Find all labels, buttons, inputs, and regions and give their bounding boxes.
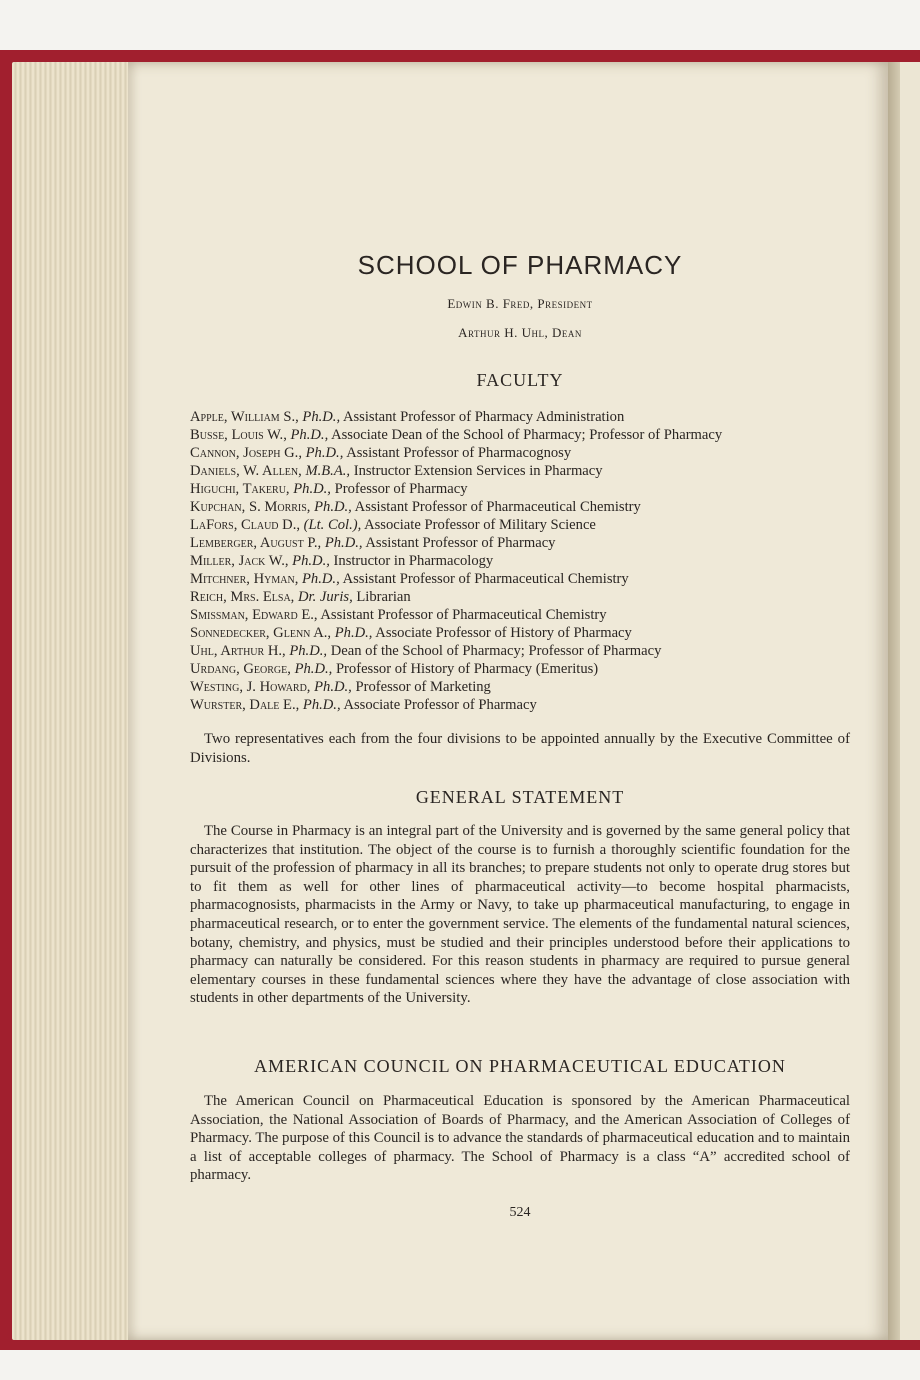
general-statement-text: The Course in Pharmacy is an integral part of the University and is governed by the same general policy that characterizes that institution. The object of the course is to furnish a thoroughly scientific foundation for the pursuit of the profession of pharmacy in all its branches; to prepare students not only to operate drug stores but to fit them as well for other lines of pharmaceutical activity—to become hospital pharmacists, pharmacognosists, pharmacists in the Army or Navy, to take up pharmaceutical manufacturing, to engage in pharmaceutical research, or to enter the government service. The elements of the fundamental natural sciences, botany, chemistry, and physics, must be studied and their principles understood before their applications to pharmacy can naturally be considered. For this reason students in pharmacy are required to pursue general elementary courses in these fundamental sciences where they have the advantage of close association with students in other departments of the University. <box>190 823 850 1007</box>
faculty-member-name: Wurster, Dale E., <box>190 697 300 713</box>
faculty-member-name: Reich, Mrs. Elsa, <box>190 589 295 605</box>
faculty-member <box>190 534 880 552</box>
faculty-heading: FACULTY <box>476 370 564 390</box>
faculty-member <box>190 660 880 678</box>
faculty-member-degree: Ph.D., <box>334 625 373 641</box>
officer-president: Edwin B. Fred, President <box>447 296 593 311</box>
facing-page-edge <box>900 62 920 1340</box>
faculty-member-title: Professor of Marketing <box>355 679 491 695</box>
faculty-member-title: Assistant Professor of Pharmacy <box>365 535 556 551</box>
faculty-member-name: Busse, Louis W., <box>190 427 287 443</box>
faculty-member-title: Associate Dean of the School of Pharmacy; Professor of Pharmacy <box>331 427 723 443</box>
faculty-member-degree: Ph.D., <box>302 697 341 713</box>
faculty-member <box>190 480 880 498</box>
faculty-member-name: Apple, William S., <box>190 409 299 425</box>
faculty-member <box>190 570 880 588</box>
faculty-member-name: Daniels, W. Allen, <box>190 463 302 479</box>
faculty-member-degree: Ph.D., <box>302 409 341 425</box>
faculty-member-title: Dean of the School of Pharmacy; Professor of Pharmacy <box>330 643 662 659</box>
faculty-member-title: Librarian <box>356 589 411 605</box>
officer-dean: Arthur H. Uhl, Dean <box>458 325 582 340</box>
faculty-member-degree: Ph.D., <box>294 661 333 677</box>
faculty-member-name: Miller, Jack W., <box>190 553 289 569</box>
faculty-member-degree: M.B.A., <box>305 463 351 479</box>
faculty-member-name: Uhl, Arthur H., <box>190 643 286 659</box>
faculty-member <box>190 408 880 426</box>
faculty-member <box>190 444 880 462</box>
faculty-member-title: Assistant Professor of Pharmaceutical Chemistry <box>320 607 607 623</box>
faculty-member-degree: Ph.D., <box>314 679 352 695</box>
general-statement-heading: GENERAL STATEMENT <box>415 787 625 807</box>
faculty-member-degree: Ph.D., <box>290 427 329 443</box>
faculty-member <box>190 426 880 444</box>
faculty-member-title: Assistant Professor of Pharmaceutical Chemistry <box>342 571 629 587</box>
page-edges <box>12 62 130 1340</box>
faculty-member <box>190 516 880 534</box>
faculty-member-degree: Ph.D., <box>289 643 328 659</box>
faculty-member-degree: Ph.D., <box>293 481 331 497</box>
faculty-member-title: Associate Professor of Pharmacy <box>343 697 537 713</box>
faculty-member-name: Cannon, Joseph G., <box>190 445 302 461</box>
faculty-member-name: Smissman, Edward E., <box>190 607 318 623</box>
faculty-member-title: Associate Professor of History of Pharmacy <box>375 625 632 641</box>
faculty-member <box>190 624 880 642</box>
page-title: SCHOOL OF PHARMACY <box>357 250 683 280</box>
faculty-member-degree: Ph.D., <box>292 553 330 569</box>
faculty-member-degree: (Lt. Col.), <box>303 517 362 533</box>
faculty-member <box>190 552 880 570</box>
faculty-member-title: Professor of Pharmacy <box>334 481 468 497</box>
faculty-member <box>190 696 880 714</box>
faculty-member-degree: Ph.D., <box>314 499 352 515</box>
faculty-member <box>190 606 880 624</box>
faculty-member-title: Associate Professor of Military Science <box>364 517 596 533</box>
faculty-member-name: Sonnedecker, Glenn A., <box>190 625 332 641</box>
faculty-member-title: Assistant Professor of Pharmaceutical Chemistry <box>354 499 641 515</box>
faculty-member <box>190 498 880 516</box>
faculty-member-title: Assistant Professor of Pharmacy Administration <box>342 409 625 425</box>
council-heading: AMERICAN COUNCIL ON PHARMACEUTICAL EDUCATION <box>254 1056 786 1076</box>
faculty-member-name: LaFors, Claud D., <box>190 517 300 533</box>
faculty-member-title: Instructor Extension Services in Pharmacy <box>353 463 603 479</box>
faculty-member <box>190 462 880 480</box>
faculty-member-name: Mitchner, Hyman, <box>190 571 299 587</box>
faculty-member <box>190 642 880 660</box>
faculty-member <box>190 678 880 696</box>
faculty-note: Two representatives each from the four divisions to be appointed annually by the Executive Committee of Divisions. <box>190 731 850 766</box>
faculty-member-name: Higuchi, Takeru, <box>190 481 290 497</box>
page-number: 524 <box>509 1205 531 1220</box>
faculty-member-title: Assistant Professor of Pharmacognosy <box>346 445 572 461</box>
faculty-member <box>190 588 880 606</box>
faculty-member-title: Professor of History of Pharmacy (Emeritus) <box>335 661 599 677</box>
faculty-member-name: Westing, J. Howard, <box>190 679 311 695</box>
faculty-member-degree: Ph.D., <box>324 535 363 551</box>
faculty-member-name: Lemberger, August P., <box>190 535 322 551</box>
faculty-member-degree: Dr. Juris, <box>297 589 353 605</box>
faculty-member-title: Instructor in Pharmacology <box>333 553 494 569</box>
faculty-member-degree: Ph.D., <box>305 445 344 461</box>
council-text: The American Council on Pharmaceutical Education is sponsored by the American Pharmaceutical Association, the National Association of Boards of Pharmacy, and the American Association of Colleges of Pharmacy. The purpose of this Council is to advance the standards of pharmaceutical education and to maintain a list of acceptable colleges of pharmacy. The School of Pharmacy is a class “A” accredited school of pharmacy. <box>190 1093 850 1184</box>
faculty-member-name: Kupchan, S. Morris, <box>190 499 311 515</box>
faculty-member-name: Urdang, George, <box>190 661 291 677</box>
faculty-member-degree: Ph.D., <box>302 571 340 587</box>
faculty-list <box>190 408 880 714</box>
